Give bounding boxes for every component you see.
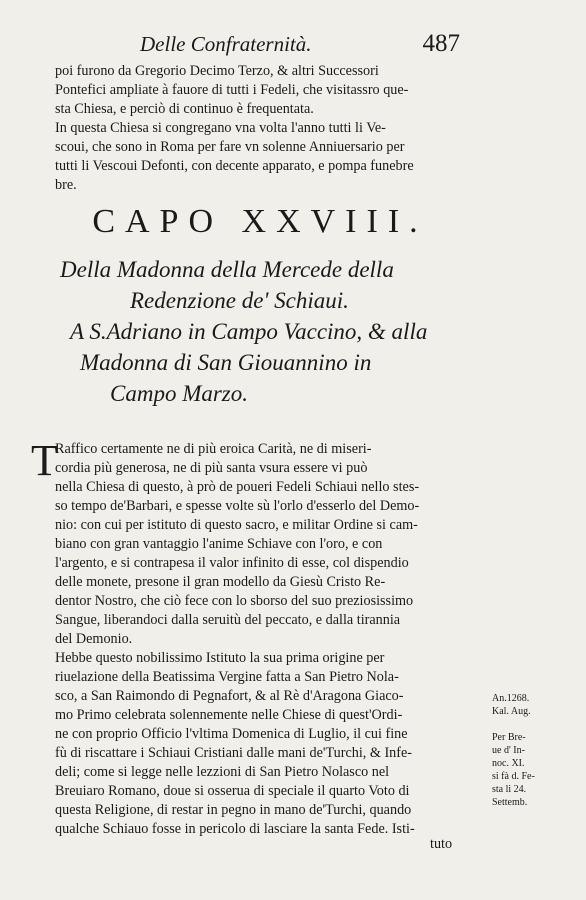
first-paragraph [31,436,480,485]
text-line: Raffico certamente ne di più eroica Carità, ne di miseri- [55,441,372,457]
text-line: sta Chiesa, e perciò di continuo è frequentata. [55,101,314,117]
subtitle-line: A S.Adriano in Campo Vaccino, & alla [70,319,428,344]
subtitle-line: Della Madonna della Mercede della [60,257,394,282]
subtitle-line: Madonna di San Giouannino in [80,350,372,375]
catchword: tuto [430,836,453,852]
text-line: nio: con cui per istituto di questo sacro, e militar Ordine si cam- [55,517,418,533]
drop-cap: T [31,436,58,485]
margin-note-line: si fà d. Fe- [492,771,535,782]
text-line: biano con gran vantaggio l'anime Schiave con l'oro, e con [55,536,383,552]
text-line: sco, a San Raimondo di Pegnafort, & al Rè d'Aragona Giaco- [55,688,404,704]
margin-note-line: ue d' In- [492,745,525,756]
text-line: nella Chiesa di questo, à prò de poueri Fedeli Schiaui nello stes- [55,479,420,495]
running-title: Delle Confraternità. [140,32,312,56]
margin-note-line: noc. XI. [492,758,525,769]
chapter-subtitle [60,254,470,409]
running-head [140,30,460,64]
text-line: Pontefici ampliate à fauore di tutti i Fedeli, che visitassro que- [55,82,409,98]
text-line: Breuiaro Romano, doue si osserua di speciale il quarto Voto di [55,783,410,799]
margin-note-line: sta li 24. [492,784,527,795]
text-line: qualche Schiauo fosse in pericolo di lasciare la santa Fede. Isti- [55,821,415,837]
page-number: 487 [422,30,460,57]
text-line: Hebbe questo nobilissimo Istituto la sua prima origine per [55,650,385,666]
text-line: del Demonio. [55,631,133,647]
text-line: Sangue, liberandoci dalla seruitù del peccato, e dalla tirannia [55,612,401,628]
margin-note-line: Settemb. [492,797,528,808]
margin-note [492,692,572,809]
text-line: In questa Chiesa si congregano vna volta l'anno tutti li Ve- [55,120,386,136]
margin-note-line: Per Bre- [492,732,526,743]
text-line: scoui, che sono in Roma per fare vn solenne Anniuersario per [55,139,405,155]
text-line: mo Primo celebrata solennemente nelle Chiese di quest'Ordi- [55,707,403,723]
text-line: so tempo de'Barbari, e spesse volte sù l'orlo d'esserlo del Demo- [55,498,420,514]
text-line: dentor Nostro, che ciò fece con lo sborso del suo preziosissimo [55,593,414,609]
text-line: riuelazione della Beatissima Vergine fatta a San Pietro Nola- [55,669,399,685]
text-line: deli; come si legge nelle lezzioni di San Pietro Nolasco nel [55,764,390,780]
subtitle-line: Campo Marzo. [110,381,249,406]
text-line: poi furono da Gregorio Decimo Terzo, & altri Successori [55,63,379,79]
text-line: bre. [55,177,77,193]
text-line: ne con proprio Officio l'vltima Domenica di Luglio, il cui fine [55,726,408,742]
margin-note-line [492,718,572,731]
text-line: cordia più generosa, ne di più santa vsura essere vi può [55,460,368,476]
intro-paragraphs [55,62,480,195]
text-line: questa Religione, di restar in pegno in mano de'Turchi, quando [55,802,412,818]
text-line: l'argento, e si contrapesa il valor infinito di esse, col dispendio [55,555,409,571]
text-line: delle monete, presone il gran modello da Giesù Cristo Re- [55,574,386,590]
subtitle-line: Redenzione de' Schiaui. [130,288,349,313]
text-line: tutti li Vescoui Defonti, con decente apparato, e pompa funebre [55,158,414,174]
chapter-heading: CAPO XXVIII. [92,203,428,240]
margin-note-line: Kal. Aug. [492,706,531,717]
body-text [31,436,480,839]
text-line: fù di riscattare i Schiaui Cristiani dalle mani de'Turchi, & Infe- [55,745,413,761]
margin-note-line: An.1268. [492,693,530,704]
